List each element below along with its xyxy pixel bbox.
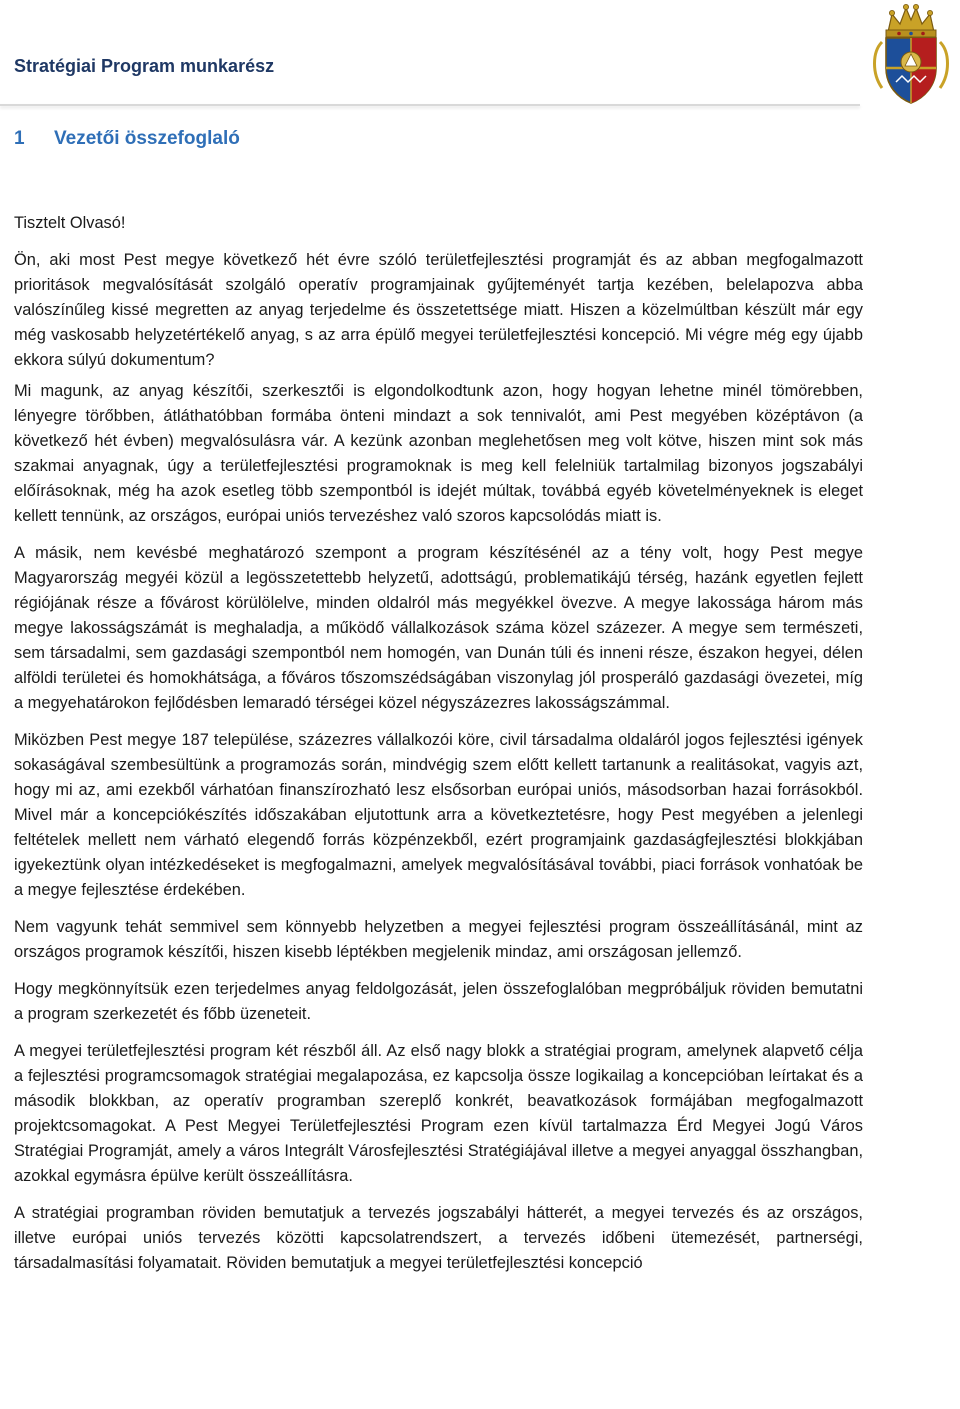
paragraph: Nem vagyunk tehát semmivel sem könnyebb helyzetben a megyei fejlesztési program összeállításánál, mint az országos programok készítői, hiszen kisebb léptékben megjelenik mindaz, ami országosan jellemző. (14, 918, 863, 961)
pest-county-coat-of-arms-icon (866, 2, 956, 106)
paragraph: Mi magunk, az anyag készítői, szerkesztői is elgondolkodtunk azon, hogy hogyan lehetne minél tömörebben, lényegre törőbben, átláthatóbban formába önteni mindazt a sok tennivalót, ami Pest megyében középtávon (a következő hét évben) megvalósulásra vár. A kezünk azonban meglehetősen meg volt kötve, hiszen mint sok más szakmai anyagnak, úgy a területfejlesztési programoknak is meg kell felelniük tartalmilag bizonyos jogszabályi előírásoknak, még ha azok esetleg több szempontból is idejét múltak, továbbá egyéb követelményeknek is eleget kellett tennünk, az országos, európai uniós tervezéshez való szoros kapcsolódás miatt is. (14, 382, 863, 525)
paragraph: Ön, aki most Pest megye következő hét évre szóló területfejlesztési programját és az abban megfogalmazott prioritások megvalósítását szolgáló operatív programjainak gyűjteményét tartja kezében, belelapozva abba valószínűleg kissé megretten az anyag terjedelme és összetettsége miatt. Hiszen a közelmúltban készült már egy még vaskosabb helyzetértékelő anyag, s az arra épülő megyei területfejlesztési koncepció. Mi végre még egy újabb ekkora súlyú dokumentum? (14, 251, 863, 369)
section-heading (14, 128, 240, 150)
paragraph: Hogy megkönnyítsük ezen terjedelmes anyag feldolgozását, jelen összefoglalóban megpróbáljuk röviden bemutatni a program szerkezetét és főbb üzeneteit. (14, 980, 863, 1023)
greeting: Tisztelt Olvasó! (14, 214, 126, 232)
paragraph: A megyei területfejlesztési program két részből áll. Az első nagy blokk a stratégiai program, amelynek alapvető célja a fejlesztési programcsomagok stratégiai megalapozása, ez kapcsolja össze logikailag a koncepcióban leírtakat és a második blokkban, az operatív programban szereplő konkrét, beavatkozások formájában megfogalmazott projektcsomagokat. A Pest Megyei Területfejlesztési Program ezen kívül tartalmazza Érd Megyei Jogú Város Stratégiai Programját, amely a város Integrált Városfejlesztési Stratégiájával illetve a megyei anyaggal összhangban, azokkal egymásra épülve került összeállításra. (14, 1042, 863, 1185)
paragraph: A másik, nem kevésbé meghatározó szempont a program készítésénél az a tény volt, hogy Pest megye Magyarország megyéi közül a legösszetettebb helyzetű, adottságú, problematikájú térség, hazánk egyetlen fejlett régiójának része a fővárost körülölelve, minden oldalról más megyékkel övezve. A megye lakossága három más megye lakosságszámát is meghaladja, a működő vállalkozások száma közel százezer. A megye sem természeti, sem társadalmi, sem gazdasági szempontból nem homogén, van Dunán túli és inneni része, északon hegyei, délen alföldi területei és homokhátsága, a főváros tőszomszédságában viszonylag jól prosperáló gazdasági övezetei, míg a megyehatárokon fejlődésben lemaradó térségei közel négyszázezres lakosságszámmal. (14, 544, 863, 712)
paragraph: A stratégiai programban röviden bemutatjuk a tervezés jogszabályi hátterét, a megyei tervezés és az országos, illetve európai uniós tervezés közötti kapcsolatrendszert, a tervezés időbeni ütemezését, partnerségi, társadalmasítási folyamatait. Röviden bemutatjuk a megyei területfejlesztési koncepció (14, 1204, 863, 1272)
document-body (14, 211, 863, 1276)
section-title: Vezetői összefoglaló (54, 128, 240, 149)
page-header (0, 0, 960, 110)
header-title: Stratégiai Program munkarész (14, 56, 275, 76)
header-divider (0, 104, 860, 106)
section-number: 1 (14, 128, 25, 149)
paragraph: Miközben Pest megye 187 települése, százezres vállalkozói köre, civil társadalma oldaláról jogos fejlesztési igények sokaságával szembesültünk a programozás során, mindvégig szem előtt kellett tartanunk a realitásokat, vagyis azt, hogy mi az, ami ezekből várhatóan finanszírozható lesz elsősorban európai uniós, másodsorban hazai forrásokból. Mivel már a koncepciókészítés időszakában eljutottunk arra a következtetésre, hogy Pest megyében a jelenlegi feltételek mellett nem várható elegendő forrás közpénzekből, ezért programjaink gazdaságfejlesztési blokkjában igyekeztünk olyan intézkedéseket is megfogalmazni, amelyek megvalósításával további, piaci források vonhatóak be a megye fejlesztése érdekében. (14, 731, 863, 899)
